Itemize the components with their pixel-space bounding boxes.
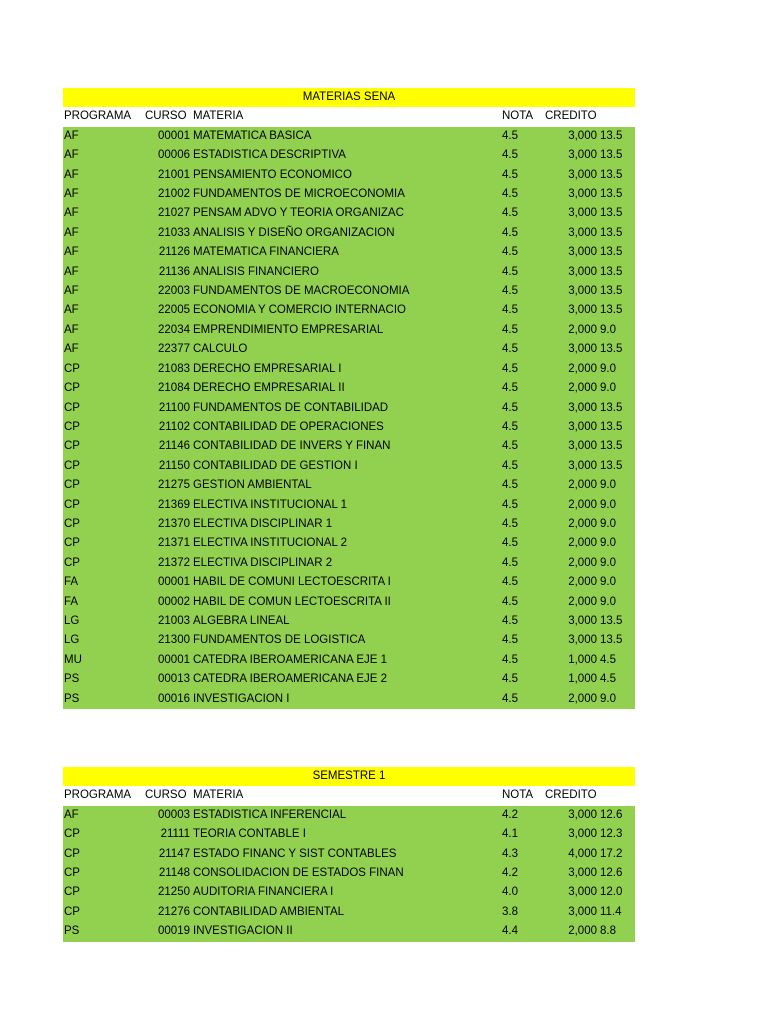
cell-programa: CP	[63, 864, 143, 883]
cell-materia: CONTABILIDAD AMBIENTAL	[191, 903, 500, 922]
cell-credito: 3,000	[543, 243, 598, 262]
cell-programa: FA	[63, 573, 143, 592]
cell-curso: 21150	[143, 457, 191, 476]
table-row	[63, 806, 635, 825]
cell-nota: 4.5	[500, 127, 543, 146]
cell-nota: 4.1	[500, 825, 543, 844]
cell-curso: 00016	[143, 690, 191, 709]
cell-curso: 00002	[143, 593, 191, 612]
cell-credito: 2,000	[543, 554, 598, 573]
cell-materia: CATEDRA IBEROAMERICANA EJE 1	[191, 651, 500, 670]
cell-nota: 3.8	[500, 903, 543, 922]
cell-credito: 1,000	[543, 651, 598, 670]
cell-programa: AF	[63, 146, 143, 165]
cell-programa: CP	[63, 437, 143, 456]
cell-programa: AF	[63, 166, 143, 185]
cell-materia: PENSAMIENTO ECONOMICO	[191, 166, 500, 185]
cell-puntos: 13.5	[598, 612, 635, 631]
cell-curso: 00001	[143, 651, 191, 670]
table-row	[63, 224, 635, 243]
cell-curso: 21276	[143, 903, 191, 922]
cell-credito: 3,000	[543, 903, 598, 922]
cell-programa: MU	[63, 651, 143, 670]
cell-credito: 2,000	[543, 690, 598, 709]
cell-credito: 3,000	[543, 825, 598, 844]
cell-curso: 22005	[143, 301, 191, 320]
cell-materia: PENSAM ADVO Y TEORIA ORGANIZAC	[191, 204, 500, 223]
cell-puntos: 11.4	[598, 903, 635, 922]
cell-credito: 2,000	[543, 534, 598, 553]
table-row	[63, 573, 635, 592]
cell-credito: 2,000	[543, 321, 598, 340]
cell-materia: FUNDAMENTOS DE CONTABILIDAD	[191, 399, 500, 418]
cell-programa: PS	[63, 690, 143, 709]
cell-puntos: 13.5	[598, 204, 635, 223]
cell-nota: 4.5	[500, 166, 543, 185]
column-header-curso: CURSO	[143, 107, 191, 126]
cell-curso: 21371	[143, 534, 191, 553]
cell-programa: AF	[63, 806, 143, 825]
cell-puntos: 13.5	[598, 437, 635, 456]
table-row	[63, 399, 635, 418]
cell-curso: 21102	[143, 418, 191, 437]
column-header-blank	[598, 786, 635, 805]
cell-puntos: 9.0	[598, 321, 635, 340]
cell-credito: 3,000	[543, 224, 598, 243]
cell-materia: GESTION AMBIENTAL	[191, 476, 500, 495]
cell-programa: LG	[63, 631, 143, 650]
column-header-nota: NOTA	[500, 786, 543, 805]
cell-materia: ESTADISTICA DESCRIPTIVA	[191, 146, 500, 165]
cell-nota: 4.5	[500, 282, 543, 301]
table-row	[63, 263, 635, 282]
cell-programa: CP	[63, 845, 143, 864]
cell-credito: 3,000	[543, 399, 598, 418]
cell-curso: 00003	[143, 806, 191, 825]
cell-materia: CATEDRA IBEROAMERICANA EJE 2	[191, 670, 500, 689]
cell-puntos: 9.0	[598, 690, 635, 709]
cell-nota: 4.2	[500, 864, 543, 883]
cell-curso: 21002	[143, 185, 191, 204]
cell-curso: 21250	[143, 883, 191, 902]
cell-programa: AF	[63, 204, 143, 223]
cell-nota: 4.0	[500, 883, 543, 902]
cell-nota: 4.5	[500, 573, 543, 592]
table-row	[63, 321, 635, 340]
cell-nota: 4.4	[500, 922, 543, 941]
cell-credito: 1,000	[543, 670, 598, 689]
cell-credito: 3,000	[543, 437, 598, 456]
cell-credito: 3,000	[543, 457, 598, 476]
cell-programa: AF	[63, 282, 143, 301]
table-title: SEMESTRE 1	[63, 767, 635, 786]
table-row	[63, 593, 635, 612]
cell-curso: 00001	[143, 127, 191, 146]
column-header-materia: MATERIA	[191, 107, 500, 126]
table-row	[63, 457, 635, 476]
cell-materia: HABIL DE COMUNI LECTOESCRITA I	[191, 573, 500, 592]
cell-credito: 2,000	[543, 593, 598, 612]
cell-materia: MATEMATICA BASICA	[191, 127, 500, 146]
cell-credito: 3,000	[543, 301, 598, 320]
cell-nota: 4.5	[500, 612, 543, 631]
table-row	[63, 554, 635, 573]
cell-materia: TEORIA CONTABLE I	[191, 825, 500, 844]
cell-curso: 21084	[143, 379, 191, 398]
table-row	[63, 903, 635, 922]
cell-nota: 4.5	[500, 476, 543, 495]
table-row	[63, 825, 635, 844]
cell-materia: FUNDAMENTOS DE MACROECONOMIA	[191, 282, 500, 301]
cell-nota: 4.5	[500, 554, 543, 573]
cell-credito: 3,000	[543, 883, 598, 902]
cell-materia: CONTABILIDAD DE INVERS Y FINAN	[191, 437, 500, 456]
cell-curso: 21033	[143, 224, 191, 243]
cell-programa: CP	[63, 476, 143, 495]
cell-materia: MATEMATICA FINANCIERA	[191, 243, 500, 262]
cell-nota: 4.5	[500, 185, 543, 204]
cell-curso: 22003	[143, 282, 191, 301]
cell-programa: CP	[63, 496, 143, 515]
table-row	[63, 845, 635, 864]
cell-curso: 21369	[143, 496, 191, 515]
cell-programa: PS	[63, 922, 143, 941]
cell-puntos: 13.5	[598, 127, 635, 146]
cell-puntos: 13.5	[598, 301, 635, 320]
table-row	[63, 282, 635, 301]
table-row	[63, 631, 635, 650]
table-row	[63, 437, 635, 456]
table-body	[63, 127, 635, 709]
table-row	[63, 146, 635, 165]
cell-nota: 4.5	[500, 631, 543, 650]
cell-curso: 21111	[143, 825, 191, 844]
cell-curso: 00006	[143, 146, 191, 165]
cell-materia: ECONOMIA Y COMERCIO INTERNACIO	[191, 301, 500, 320]
cell-puntos: 9.0	[598, 593, 635, 612]
table-title-row	[63, 88, 635, 107]
column-header-curso: CURSO	[143, 786, 191, 805]
table-row	[63, 185, 635, 204]
cell-puntos: 8.8	[598, 922, 635, 941]
cell-nota: 4.5	[500, 593, 543, 612]
table-row	[63, 690, 635, 709]
cell-curso: 21372	[143, 554, 191, 573]
cell-puntos: 12.0	[598, 883, 635, 902]
cell-puntos: 4.5	[598, 670, 635, 689]
cell-curso: 21147	[143, 845, 191, 864]
cell-programa: FA	[63, 593, 143, 612]
cell-materia: ESTADO FINANC Y SIST CONTABLES	[191, 845, 500, 864]
table-row	[63, 243, 635, 262]
cell-programa: AF	[63, 224, 143, 243]
cell-curso: 21003	[143, 612, 191, 631]
cell-nota: 4.5	[500, 340, 543, 359]
table-row	[63, 670, 635, 689]
cell-materia: ELECTIVA INSTITUCIONAL 2	[191, 534, 500, 553]
cell-credito: 3,000	[543, 127, 598, 146]
cell-materia: ESTADISTICA INFERENCIAL	[191, 806, 500, 825]
cell-materia: ANALISIS FINANCIERO	[191, 263, 500, 282]
cell-curso: 21370	[143, 515, 191, 534]
cell-materia: FUNDAMENTOS DE LOGISTICA	[191, 631, 500, 650]
table-title: MATERIAS SENA	[63, 88, 635, 107]
cell-credito: 3,000	[543, 282, 598, 301]
cell-nota: 4.5	[500, 534, 543, 553]
cell-programa: CP	[63, 515, 143, 534]
cell-puntos: 13.5	[598, 185, 635, 204]
cell-nota: 4.5	[500, 263, 543, 282]
cell-nota: 4.5	[500, 437, 543, 456]
table-row	[63, 166, 635, 185]
cell-puntos: 12.6	[598, 806, 635, 825]
cell-credito: 2,000	[543, 360, 598, 379]
cell-curso: 21027	[143, 204, 191, 223]
cell-nota: 4.5	[500, 670, 543, 689]
cell-puntos: 9.0	[598, 379, 635, 398]
cell-curso: 00013	[143, 670, 191, 689]
cell-programa: AF	[63, 185, 143, 204]
cell-credito: 2,000	[543, 379, 598, 398]
cell-materia: FUNDAMENTOS DE MICROECONOMIA	[191, 185, 500, 204]
cell-nota: 4.5	[500, 321, 543, 340]
cell-puntos: 13.5	[598, 340, 635, 359]
column-header-programa: PROGRAMA	[63, 786, 143, 805]
cell-nota: 4.5	[500, 457, 543, 476]
cell-credito: 2,000	[543, 496, 598, 515]
cell-programa: CP	[63, 883, 143, 902]
cell-nota: 4.5	[500, 496, 543, 515]
cell-curso: 22377	[143, 340, 191, 359]
cell-puntos: 9.0	[598, 496, 635, 515]
cell-nota: 4.2	[500, 806, 543, 825]
table-row	[63, 301, 635, 320]
table-row	[63, 515, 635, 534]
cell-materia: DERECHO EMPRESARIAL II	[191, 379, 500, 398]
table-row	[63, 204, 635, 223]
cell-nota: 4.3	[500, 845, 543, 864]
cell-credito: 3,000	[543, 806, 598, 825]
cell-curso: 21148	[143, 864, 191, 883]
cell-materia: HABIL DE COMUN LECTOESCRITA II	[191, 593, 500, 612]
table-row	[63, 360, 635, 379]
cell-nota: 4.5	[500, 515, 543, 534]
cell-credito: 3,000	[543, 612, 598, 631]
cell-puntos: 13.5	[598, 243, 635, 262]
cell-credito: 3,000	[543, 631, 598, 650]
column-header-materia: MATERIA	[191, 786, 500, 805]
cell-curso: 21136	[143, 263, 191, 282]
cell-programa: CP	[63, 457, 143, 476]
cell-nota: 4.5	[500, 301, 543, 320]
cell-puntos: 9.0	[598, 515, 635, 534]
cell-programa: CP	[63, 903, 143, 922]
cell-puntos: 13.5	[598, 631, 635, 650]
cell-programa: CP	[63, 360, 143, 379]
cell-nota: 4.5	[500, 418, 543, 437]
cell-puntos: 13.5	[598, 146, 635, 165]
cell-programa: AF	[63, 263, 143, 282]
cell-nota: 4.5	[500, 146, 543, 165]
cell-puntos: 13.5	[598, 263, 635, 282]
cell-materia: ELECTIVA DISCIPLINAR 1	[191, 515, 500, 534]
table-row	[63, 612, 635, 631]
cell-programa: CP	[63, 534, 143, 553]
cell-programa: AF	[63, 340, 143, 359]
cell-programa: CP	[63, 825, 143, 844]
cell-puntos: 13.5	[598, 282, 635, 301]
cell-programa: LG	[63, 612, 143, 631]
cell-materia: AUDITORIA FINANCIERA I	[191, 883, 500, 902]
cell-nota: 4.5	[500, 224, 543, 243]
cell-nota: 4.5	[500, 651, 543, 670]
cell-puntos: 9.0	[598, 554, 635, 573]
table-row	[63, 379, 635, 398]
cell-materia: CONTABILIDAD DE OPERACIONES	[191, 418, 500, 437]
cell-programa: AF	[63, 243, 143, 262]
cell-puntos: 17.2	[598, 845, 635, 864]
cell-curso: 22034	[143, 321, 191, 340]
cell-programa: CP	[63, 399, 143, 418]
cell-materia: INVESTIGACION II	[191, 922, 500, 941]
cell-puntos: 13.5	[598, 418, 635, 437]
cell-nota: 4.5	[500, 379, 543, 398]
table-row	[63, 496, 635, 515]
cell-credito: 4,000	[543, 845, 598, 864]
cell-curso: 21300	[143, 631, 191, 650]
cell-puntos: 13.5	[598, 224, 635, 243]
cell-materia: CALCULO	[191, 340, 500, 359]
table-row	[63, 883, 635, 902]
cell-puntos: 9.0	[598, 534, 635, 553]
table-row	[63, 127, 635, 146]
cell-credito: 2,000	[543, 922, 598, 941]
cell-credito: 2,000	[543, 476, 598, 495]
cell-curso: 21275	[143, 476, 191, 495]
cell-nota: 4.5	[500, 243, 543, 262]
cell-materia: ALGEBRA LINEAL	[191, 612, 500, 631]
cell-nota: 4.5	[500, 399, 543, 418]
table-row	[63, 534, 635, 553]
cell-credito: 3,000	[543, 146, 598, 165]
table-row	[63, 864, 635, 883]
cell-credito: 2,000	[543, 573, 598, 592]
cell-materia: ANALISIS Y DISEÑO ORGANIZACION	[191, 224, 500, 243]
cell-puntos: 9.0	[598, 360, 635, 379]
cell-materia: EMPRENDIMIENTO EMPRESARIAL	[191, 321, 500, 340]
cell-programa: AF	[63, 321, 143, 340]
table-body	[63, 806, 635, 942]
cell-puntos: 4.5	[598, 651, 635, 670]
cell-credito: 3,000	[543, 864, 598, 883]
cell-credito: 3,000	[543, 418, 598, 437]
cell-puntos: 12.6	[598, 864, 635, 883]
cell-credito: 3,000	[543, 340, 598, 359]
cell-puntos: 12.3	[598, 825, 635, 844]
cell-curso: 00001	[143, 573, 191, 592]
cell-puntos: 9.0	[598, 476, 635, 495]
cell-programa: CP	[63, 554, 143, 573]
cell-programa: CP	[63, 379, 143, 398]
table-row	[63, 651, 635, 670]
materias-sena-table	[63, 88, 635, 709]
table-title-row	[63, 767, 635, 786]
cell-curso: 21100	[143, 399, 191, 418]
table-row	[63, 340, 635, 359]
table-row	[63, 418, 635, 437]
table-row	[63, 922, 635, 941]
cell-programa: CP	[63, 418, 143, 437]
table-row	[63, 476, 635, 495]
column-header-credito: CREDITO	[543, 107, 598, 126]
column-header-blank	[598, 107, 635, 126]
column-header-row	[63, 107, 635, 126]
cell-programa: AF	[63, 301, 143, 320]
cell-curso: 21083	[143, 360, 191, 379]
column-header-credito: CREDITO	[543, 786, 598, 805]
cell-credito: 3,000	[543, 166, 598, 185]
cell-nota: 4.5	[500, 690, 543, 709]
cell-credito: 3,000	[543, 185, 598, 204]
cell-materia: CONSOLIDACION DE ESTADOS FINAN	[191, 864, 500, 883]
cell-materia: DERECHO EMPRESARIAL I	[191, 360, 500, 379]
column-header-row	[63, 786, 635, 805]
cell-materia: INVESTIGACION I	[191, 690, 500, 709]
cell-curso: 00019	[143, 922, 191, 941]
column-header-programa: PROGRAMA	[63, 107, 143, 126]
cell-materia: ELECTIVA INSTITUCIONAL 1	[191, 496, 500, 515]
cell-credito: 3,000	[543, 204, 598, 223]
cell-curso: 21001	[143, 166, 191, 185]
semestre-1-table	[63, 767, 635, 942]
cell-credito: 2,000	[543, 515, 598, 534]
cell-puntos: 13.5	[598, 399, 635, 418]
column-header-nota: NOTA	[500, 107, 543, 126]
cell-nota: 4.5	[500, 360, 543, 379]
cell-credito: 3,000	[543, 263, 598, 282]
cell-materia: ELECTIVA DISCIPLINAR 2	[191, 554, 500, 573]
cell-nota: 4.5	[500, 204, 543, 223]
cell-curso: 21126	[143, 243, 191, 262]
cell-curso: 21146	[143, 437, 191, 456]
cell-puntos: 13.5	[598, 457, 635, 476]
cell-puntos: 9.0	[598, 573, 635, 592]
cell-materia: CONTABILIDAD DE GESTION I	[191, 457, 500, 476]
cell-puntos: 13.5	[598, 166, 635, 185]
cell-programa: PS	[63, 670, 143, 689]
cell-programa: AF	[63, 127, 143, 146]
